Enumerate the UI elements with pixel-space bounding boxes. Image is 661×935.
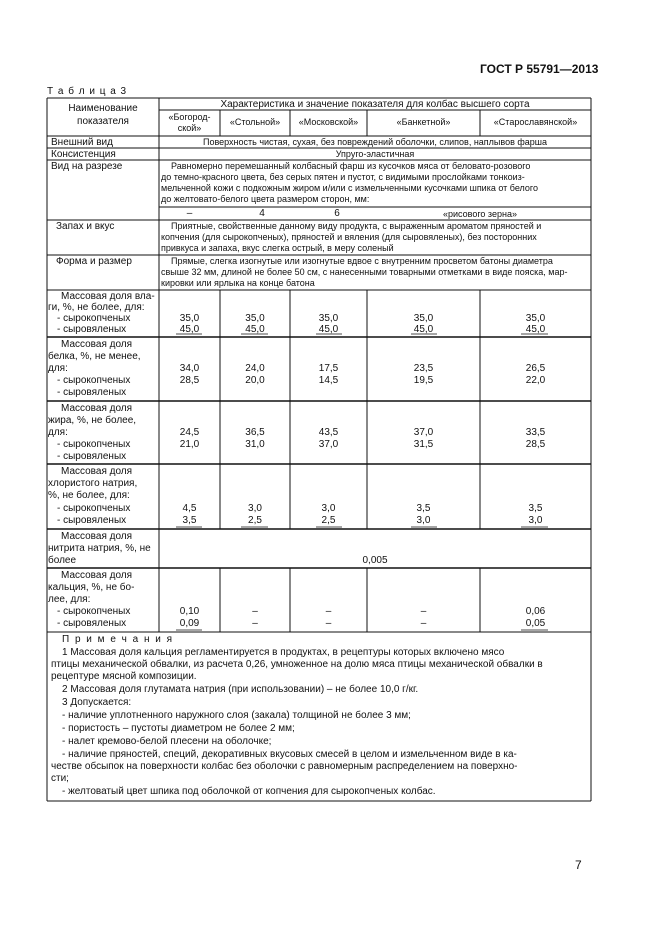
- nitrite-label-line: более: [48, 555, 77, 566]
- calcium-value: –: [325, 606, 332, 617]
- header-span: Характеристика и значение показателя для колбас высшего сорта: [220, 99, 530, 110]
- protein-value: 17,5: [318, 363, 339, 374]
- column-header-1: «Богород-: [168, 112, 211, 122]
- salt-value: 3,0: [248, 503, 262, 514]
- calcium-value: 0,09: [179, 618, 200, 629]
- fat-label-line: - сыровяленых: [57, 451, 127, 462]
- protein-label-line: белка, %, не менее,: [48, 351, 141, 362]
- cut-size: «рисового зерна»: [443, 209, 517, 219]
- salt-label-line: хлористого натрия,: [48, 478, 138, 489]
- fat-value: 37,0: [413, 427, 434, 438]
- cut-size: 4: [259, 208, 265, 219]
- calcium-value: –: [252, 606, 258, 617]
- fat-label-line: Массовая доля: [61, 403, 133, 414]
- moisture-value: 35,0: [413, 313, 434, 324]
- salt-label-line: %, не более, для:: [48, 490, 130, 501]
- protein-value: 23,5: [413, 363, 434, 374]
- protein-value: 22,0: [525, 375, 546, 386]
- calcium-label-line: лее, для:: [48, 594, 91, 605]
- row-label-cut: Вид на разрезе: [51, 161, 123, 172]
- moisture-value: 45,0: [525, 324, 546, 335]
- protein-value: 28,5: [179, 375, 200, 386]
- calcium-value: 0,06: [525, 606, 546, 617]
- cut-text-line: до желтовато-белого цвета размером сторон, мм:: [161, 194, 370, 204]
- fat-label-line: для:: [48, 427, 68, 438]
- shape-text-line: кировки или ярлыка на конце батона: [161, 278, 315, 288]
- cut-text-line: Равномерно перемешанный колбасный фарш из кусочков мяса от беловато-розового: [171, 161, 531, 171]
- calcium-value: 0,05: [525, 618, 546, 629]
- note-line: - наличие уплотненного наружного слоя (закала) толщиной не более 3 мм;: [62, 710, 411, 721]
- calcium-value: –: [325, 618, 332, 629]
- fat-value: 31,5: [413, 439, 434, 450]
- moisture-value: 35,0: [179, 313, 200, 324]
- note-line: рецептуре мясной композиции.: [51, 671, 197, 682]
- protein-label-line: для:: [48, 363, 68, 374]
- row-label-appearance: Внешний вид: [51, 137, 113, 148]
- calcium-value: –: [420, 606, 427, 617]
- salt-label-line: Массовая доля: [61, 466, 133, 477]
- note-line: 2 Массовая доля глутамата натрия (при использовании) – не более 10,0 г/кг.: [62, 684, 419, 695]
- salt-value: 2,5: [248, 515, 262, 526]
- smell-text-line: Приятные, свойственные данному виду продукта, с выраженным ароматом пряностей и: [171, 221, 542, 231]
- page-number: 7: [575, 858, 582, 872]
- protein-value: 34,0: [179, 363, 200, 374]
- shape-text-line: свыше 32 мм, длиной не более 50 см, с нанесенными товарными отметками в виде пояска, мар-: [161, 267, 568, 277]
- table-caption: Т а б л и ц а 3: [47, 86, 128, 97]
- column-header-1-line2: ской»: [177, 123, 202, 133]
- note-line: честве обсыпок на поверхности колбас без оболочки с равномерным распределением на поверхно-: [51, 761, 518, 772]
- salt-value: 4,5: [182, 503, 197, 514]
- fat-value: 31,0: [245, 439, 265, 450]
- cut-size: –: [186, 208, 193, 219]
- salt-label-line: - сырокопченых: [57, 503, 131, 514]
- salt-value: 3,5: [416, 503, 431, 514]
- calcium-label-line: - сыровяленых: [57, 618, 127, 629]
- moisture-value: 45,0: [318, 324, 339, 335]
- cut-size: 6: [334, 208, 340, 219]
- protein-label-line: - сыровяленых: [57, 387, 127, 398]
- moisture-value: 35,0: [525, 313, 546, 324]
- header-indicator-line1: Наименование: [68, 103, 138, 114]
- note-line: - желтоватый цвет шпика под оболочкой от копчения для сырокопченых колбас.: [62, 786, 436, 797]
- fat-value: 33,5: [525, 427, 546, 438]
- fat-value: 36,5: [245, 427, 265, 438]
- calcium-label-line: Массовая доля: [61, 570, 133, 581]
- note-line: 1 Массовая доля кальция регламентируется в продуктах, в рецептуры которых включено мясо: [62, 647, 505, 658]
- fat-value: 37,0: [318, 439, 339, 450]
- row-label-smell: Запах и вкус: [56, 221, 115, 232]
- header-indicator-line2: показателя: [77, 116, 129, 127]
- calcium-value: –: [252, 618, 258, 629]
- fat-value: 28,5: [525, 439, 546, 450]
- moisture-value: 45,0: [179, 324, 200, 335]
- calcium-value: –: [420, 618, 427, 629]
- protein-value: 26,5: [525, 363, 546, 374]
- cut-text-line: до темно-красного цвета, без серых пятен и пустот, с видимыми прослойками тонкоиз-: [161, 172, 525, 182]
- fat-label-line: жира, %, не более,: [48, 415, 137, 426]
- salt-value: 3,5: [528, 503, 543, 514]
- moisture-value: 45,0: [413, 324, 434, 335]
- row-label-consistency: Консистенция: [51, 149, 116, 160]
- calcium-value: 0,10: [179, 606, 200, 617]
- note-line: - налет кремово-белой плесени на оболочке;: [62, 736, 272, 747]
- calcium-label-line: кальция, %, не бо-: [48, 582, 135, 593]
- fat-value: 24,5: [179, 427, 200, 438]
- nitrite-value: 0,005: [362, 555, 388, 566]
- column-header-4: «Банкетной»: [396, 117, 451, 127]
- row-label-shape: Форма и размер: [56, 256, 132, 267]
- salt-value: 3,0: [321, 503, 336, 514]
- nitrite-label-line: Массовая доля: [61, 531, 133, 542]
- note-line: 3 Допускается:: [62, 697, 132, 708]
- note-line: сти;: [51, 773, 69, 784]
- moisture-value: 45,0: [245, 324, 265, 335]
- note-line: - наличие пряностей, специй, декоративных вкусовых смесей в целом и измельченном виде в ка-: [62, 749, 517, 760]
- protein-value: 24,0: [245, 363, 265, 374]
- consistency-text: Упруго-эластичная: [335, 149, 415, 159]
- salt-value: 3,0: [528, 515, 543, 526]
- column-header-5: «Старославянской»: [493, 117, 578, 127]
- moisture-label-line: Массовая доля вла-: [61, 291, 155, 302]
- document-header: ГОСТ Р 55791—2013: [480, 62, 599, 76]
- protein-value: 14,5: [318, 375, 339, 386]
- salt-label-line: - сыровяленых: [57, 515, 127, 526]
- salt-value: 3,0: [416, 515, 431, 526]
- calcium-label-line: - сырокопченых: [57, 606, 131, 617]
- column-header-3: «Московской»: [298, 117, 359, 127]
- smell-text-line: копчения (для сырокопченых), пряностей и вяления (для сыровяленых), без посторонних: [161, 232, 537, 242]
- protein-value: 19,5: [413, 375, 434, 386]
- moisture-value: 35,0: [245, 313, 265, 324]
- nitrite-label-line: нитрита натрия, %, не: [48, 543, 151, 554]
- moisture-label-line: - сыровяленых: [57, 324, 127, 335]
- protein-label-line: Массовая доля: [61, 339, 133, 350]
- fat-value: 21,0: [179, 439, 200, 450]
- appearance-text: Поверхность чистая, сухая, без повреждений оболочки, слипов, наплывов фарша: [202, 137, 547, 147]
- protein-label-line: - сырокопченых: [57, 375, 131, 386]
- column-header-2: «Стольной»: [229, 117, 281, 127]
- fat-label-line: - сырокопченых: [57, 439, 131, 450]
- moisture-label-line: ги, %, не более, для:: [48, 302, 145, 313]
- cut-text-line: мельченной кожи с подкожным жиром и/или с измельченными кусочками шпика от белого: [161, 183, 538, 193]
- note-line: - пористость – пустоты диаметром не более 2 мм;: [62, 723, 295, 734]
- shape-text-line: Прямые, слегка изогнутые или изогнутые вдвое с внутренним просветом батоны диаметра: [171, 256, 553, 266]
- note-line: птицы механической обвалки, из расчета 0,26, умноженное на долю мяса птицы механической обвалки в: [51, 659, 543, 670]
- moisture-label-line: - сырокопченых: [57, 313, 131, 324]
- fat-value: 43,5: [318, 427, 339, 438]
- notes-title: П р и м е ч а н и я: [62, 634, 174, 645]
- smell-text-line: привкуса и запаха, вкус слегка острый, в меру соленый: [161, 243, 394, 253]
- protein-value: 20,0: [245, 375, 265, 386]
- salt-value: 3,5: [182, 515, 197, 526]
- salt-value: 2,5: [321, 515, 336, 526]
- moisture-value: 35,0: [318, 313, 339, 324]
